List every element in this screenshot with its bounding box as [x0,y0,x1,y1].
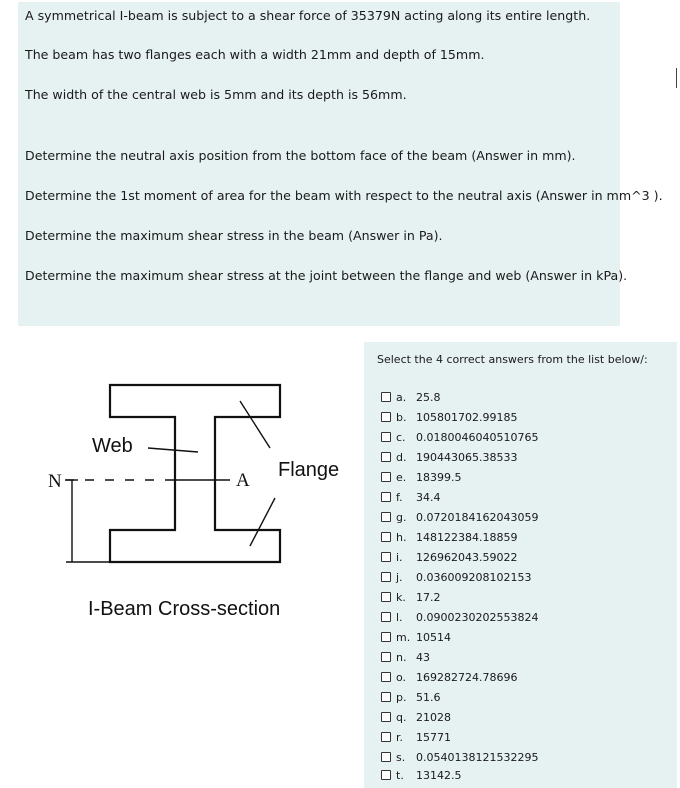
checkbox[interactable] [381,452,391,462]
answer-option[interactable]: e. 18399.5 [381,469,462,485]
flange-leader [250,498,275,546]
answer-option[interactable]: p. 51.6 [381,689,441,705]
question-line: Determine the 1st moment of area for the beam with respect to the neutral axis (Answer in mm^3 ). [25,188,663,203]
checkbox[interactable] [381,632,391,642]
a-label: A [236,470,250,491]
question-line: Determine the maximum shear stress in the beam (Answer in Pa). [25,228,443,243]
answer-option[interactable]: d. 190443065.38533 [381,449,517,465]
checkbox[interactable] [381,592,391,602]
answer-option[interactable]: t. 13142.5 [381,767,462,783]
answer-option[interactable]: l. 0.0900230202553824 [381,609,538,625]
answer-option[interactable]: m. 10514 [381,629,451,645]
checkbox[interactable] [381,432,391,442]
checkbox[interactable] [381,770,391,780]
answer-option[interactable]: o. 169282724.78696 [381,669,517,685]
answer-option[interactable]: f. 34.4 [381,489,441,505]
checkbox[interactable] [381,512,391,522]
answer-prompt: Select the 4 correct answers from the list below/: [377,353,648,366]
checkbox[interactable] [381,712,391,722]
answer-option[interactable]: a. 25.8 [381,389,441,405]
i-beam-figure [30,370,350,630]
answer-panel [364,342,677,788]
answer-option[interactable]: s. 0.0540138121532295 [381,749,538,765]
answer-option[interactable]: r. 15771 [381,729,451,745]
checkbox[interactable] [381,412,391,422]
checkbox[interactable] [381,492,391,502]
i-beam-diagram [30,370,350,630]
question-line: The width of the central web is 5mm and its depth is 56mm. [25,87,407,102]
checkbox[interactable] [381,532,391,542]
answer-option[interactable]: c. 0.0180046040510765 [381,429,538,445]
checkbox[interactable] [381,732,391,742]
question-box [18,2,663,326]
question-line: Determine the neutral axis position from the bottom face of the beam (Answer in mm). [25,148,576,163]
answer-option[interactable]: n. 43 [381,649,430,665]
checkbox[interactable] [381,572,391,582]
flange-leader [240,401,270,448]
checkbox[interactable] [381,392,391,402]
window-edge-mark [676,68,677,88]
answer-option[interactable]: i. 126962043.59022 [381,549,517,565]
checkbox[interactable] [381,692,391,702]
question-line: The beam has two flanges each with a width 21mm and depth of 15mm. [25,47,485,62]
checkbox[interactable] [381,752,391,762]
i-beam-outline [110,385,280,562]
answer-option[interactable]: q. 21028 [381,709,451,725]
checkbox[interactable] [381,472,391,482]
answer-option[interactable]: j. 0.036009208102153 [381,569,531,585]
n-label: N [48,471,62,492]
answer-option[interactable]: g. 0.0720184162043059 [381,509,538,525]
answer-option[interactable]: k. 17.2 [381,589,441,605]
figure-caption: I-Beam Cross-section [88,598,281,620]
web-label: Web [92,435,133,457]
answer-option[interactable]: b. 105801702.99185 [381,409,517,425]
checkbox[interactable] [381,612,391,622]
flange-label: Flange [278,459,340,481]
checkbox[interactable] [381,552,391,562]
question-line: A symmetrical I-beam is subject to a shear force of 35379N acting along its entire length. [25,8,591,23]
web-leader [148,448,198,452]
answer-option[interactable]: h. 148122384.18859 [381,529,517,545]
checkbox[interactable] [381,652,391,662]
question-line: Determine the maximum shear stress at the joint between the flange and web (Answer in kPa). [25,268,628,283]
checkbox[interactable] [381,672,391,682]
